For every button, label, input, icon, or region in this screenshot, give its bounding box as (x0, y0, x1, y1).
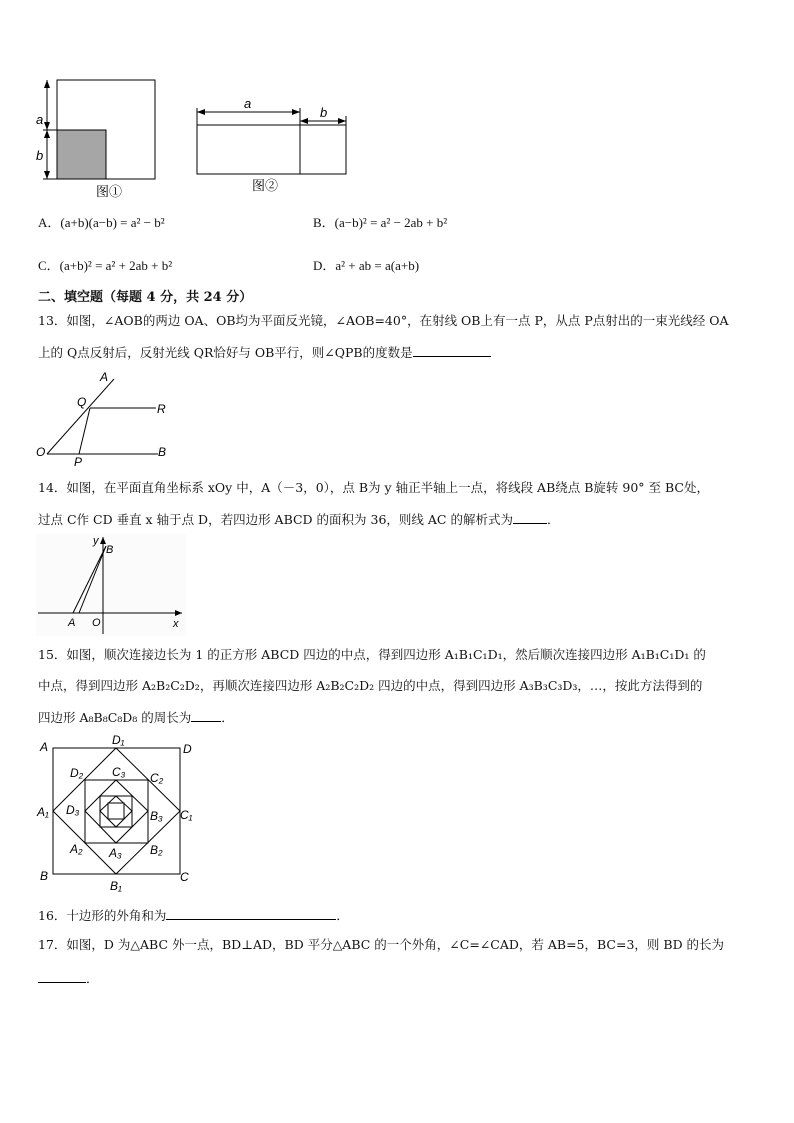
label-O: O (36, 445, 46, 459)
square-A2B2C2D2 (85, 780, 148, 843)
q16-answer-blank[interactable] (166, 905, 336, 920)
q14-answer-blank[interactable] (513, 509, 547, 524)
label-B: B (40, 869, 49, 883)
label-C1: C₁ (180, 808, 193, 822)
q13-line2 (38, 342, 491, 362)
label-O: O (92, 617, 101, 629)
q14-line2-text: 过点 C作 CD 垂直 x 轴于点 D，若四边形 ABCD 的面积为 36，则线 AC 的解析式为 (38, 512, 513, 527)
label-y: y (93, 535, 99, 547)
q15-line3 (38, 707, 234, 727)
fig1-label-b: b (36, 148, 44, 163)
label-D: D (183, 742, 192, 756)
q16-end: ． (336, 908, 349, 923)
q17-answer-blank[interactable] (38, 968, 86, 983)
figure-15 (30, 730, 205, 895)
fig1-caption: 图① (96, 184, 123, 199)
rect-b (300, 125, 346, 174)
label-B: B (158, 445, 167, 459)
square-4 (100, 796, 132, 827)
label-P: P (74, 455, 83, 469)
square-5 (100, 796, 132, 827)
label-A: A (40, 740, 49, 754)
fig2-label-a: a (244, 96, 252, 111)
ray-OA (47, 379, 114, 454)
label-A2: A₂ (70, 842, 83, 856)
q15-line3-text: 四边形 A₈B₈C₈D₈ 的周长为 (38, 710, 192, 725)
fig1-label-a: a (36, 112, 44, 127)
q14-line2 (38, 509, 559, 529)
q15-end: ． (221, 710, 234, 725)
square-A3B3C3D3 (85, 780, 148, 843)
q17-line1: 17．如图，D 为△ABC 外一点，BD⊥AD，BD 平分△ABC 的一个外角，∠C=∠CAD，若 AB=5，BC=3，则 BD 的长为 (38, 937, 725, 952)
q13-answer-blank[interactable] (413, 342, 491, 357)
figure-2 (190, 96, 360, 196)
label-B3: B₃ (150, 809, 163, 823)
label-A3: A₃ (109, 846, 122, 860)
label-R: R (157, 402, 166, 416)
q15-line2: 中点，得到四边形 A₂B₂C₂D₂，再顺次连接四边形 A₂B₂C₂D₂ 四边的中点，得到四边形 A₃B₃C₃D₃，…，按此方法得到的 (38, 678, 703, 693)
q13-line2-text: 上的 Q点反射后，反射光线 QR恰好与 OB平行，则∠QPB的度数是 (38, 345, 413, 360)
label-D3: D₃ (66, 803, 80, 817)
figure-13 (30, 366, 180, 470)
option-d: D．a² + ab = a(a+b) (313, 258, 420, 273)
q14-end: ． (546, 512, 560, 527)
figure-14 (36, 534, 186, 636)
q15-line1: 15．如图，顺次连接边长为 1 的正方形 ABCD 四边的中点，得到四边形 A₁B₁C₁D₁，然后顺次连接四边形 A₁B₁C₁D₁ 的 (38, 647, 706, 662)
q16-line (38, 905, 349, 925)
square-6 (108, 803, 124, 819)
segment-PQ (79, 408, 90, 454)
label-C3: C₃ (112, 765, 126, 779)
q17-line2 (38, 968, 99, 988)
q15-answer-blank[interactable] (191, 707, 221, 722)
label-C: C (180, 870, 189, 884)
option-b: B．(a−b)² = a² − 2ab + b² (313, 215, 448, 230)
q16-text: 16．十边形的外角和为 (38, 908, 167, 923)
label-A: A (100, 370, 109, 384)
label-B1: B₁ (110, 879, 122, 893)
rect-a (197, 125, 300, 174)
label-D1: D₁ (112, 733, 125, 747)
option-a: A．(a+b)(a−b) = a² − b² (38, 215, 165, 230)
section-title: 二、填空题（每题 4 分，共 24 分） (38, 290, 253, 305)
fig2-caption: 图② (252, 178, 279, 193)
label-A1: A₁ (37, 805, 49, 819)
shaded-square (57, 130, 106, 179)
label-B2: B₂ (150, 843, 163, 857)
figure-1 (30, 74, 170, 202)
q13-line1: 13．如图，∠AOB的两边 OA、OB均为平面反光镜，∠AOB=40°，在射线 OB上有一点 P，从点 P点射出的一束光线经 OA (38, 313, 729, 328)
fig2-label-b: b (320, 105, 328, 120)
label-C2: C₂ (150, 771, 164, 785)
label-Q: Q (77, 395, 87, 409)
label-B: B (106, 544, 114, 556)
label-D2: D₂ (70, 766, 84, 780)
option-c: C．(a+b)² = a² + 2ab + b² (38, 258, 173, 273)
label-x: x (173, 618, 179, 630)
q14-line1: 14．如图，在平面直角坐标系 xOy 中，A（－3，0），点 B为 y 轴正半轴上一点，将线段 AB绕点 B旋转 90° 至 BC处， (38, 480, 709, 495)
q17-end: ． (86, 971, 99, 986)
label-A: A (68, 617, 76, 629)
